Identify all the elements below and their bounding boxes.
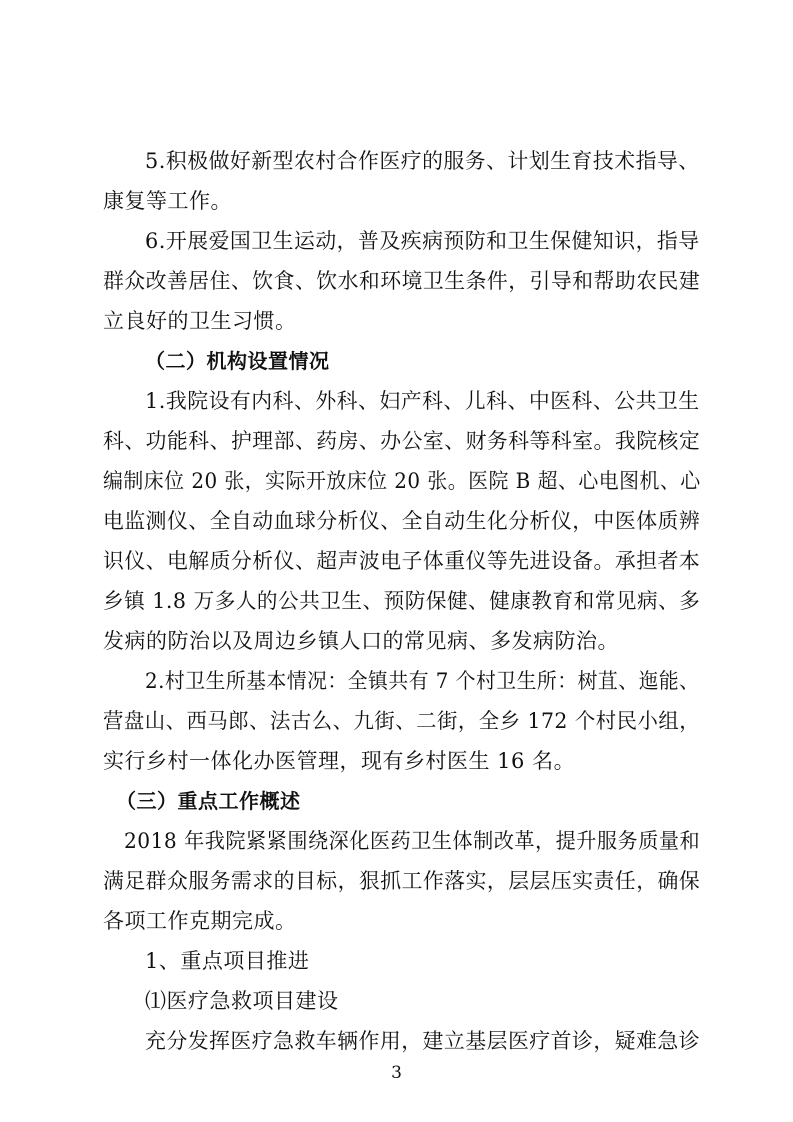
text-line: 营盘山、西马郎、法古么、九街、二街，全乡 172 个村民小组， — [103, 709, 701, 733]
text-line: 立良好的卫生习惯。 — [103, 309, 297, 333]
text-line: 科、功能科、护理部、药房、办公室、财务科等科室。我院核定 — [103, 429, 701, 453]
text-line: 1、重点项目推进 — [145, 949, 310, 973]
text-line: 康复等工作。 — [103, 189, 232, 213]
text-line: 6.开展爱国卫生运动，普及疾病预防和卫生保健知识，指导 — [145, 229, 700, 253]
text-line: 充分发挥医疗急救车辆作用，建立基层医疗首诊，疑难急诊 — [145, 1029, 701, 1053]
text-line: 编制床位 20 张，实际开放床位 20 张。医院 B 超、心电图机、心 — [103, 469, 701, 493]
text-line: 2018 年我院紧紧围绕深化医药卫生体制改革，提升服务质量和 — [124, 829, 701, 853]
text-line: 乡镇 1.8 万多人的公共卫生、预防保健、健康教育和常见病、多 — [103, 589, 701, 613]
text-line: 识仪、电解质分析仪、超声波电子体重仪等先进设备。承担者本 — [103, 549, 701, 573]
text-line: 各项工作克期完成。 — [103, 909, 297, 933]
text-line: 群众改善居住、饮食、饮水和环境卫生条件，引导和帮助农民建 — [103, 269, 701, 293]
text-line: 发病的防治以及周边乡镇人口的常见病、多发病防治。 — [103, 629, 619, 653]
text-line: 电监测仪、全自动血球分析仪、全自动生化分析仪，中医体质辨 — [103, 509, 701, 533]
section-heading: （三）重点工作概述 — [116, 789, 301, 813]
page-number: 3 — [391, 1063, 402, 1083]
text-line: ⑴医疗急救项目建设 — [145, 989, 339, 1013]
text-line: 满足群众服务需求的目标，狠抓工作落实，层层压实责任，确保 — [103, 869, 701, 893]
text-line: 5.积极做好新型农村合作医疗的服务、计划生育技术指导、 — [145, 149, 700, 173]
text-line: 1.我院设有内科、外科、妇产科、儿科、中医科、公共卫生 — [145, 389, 700, 413]
section-heading: （二）机构设置情况 — [145, 349, 330, 373]
text-line: 实行乡村一体化办医管理，现有乡村医生 16 名。 — [103, 749, 576, 773]
text-line: 2.村卫生所基本情况：全镇共有 7 个村卫生所：树苴、迤能、 — [145, 669, 700, 693]
